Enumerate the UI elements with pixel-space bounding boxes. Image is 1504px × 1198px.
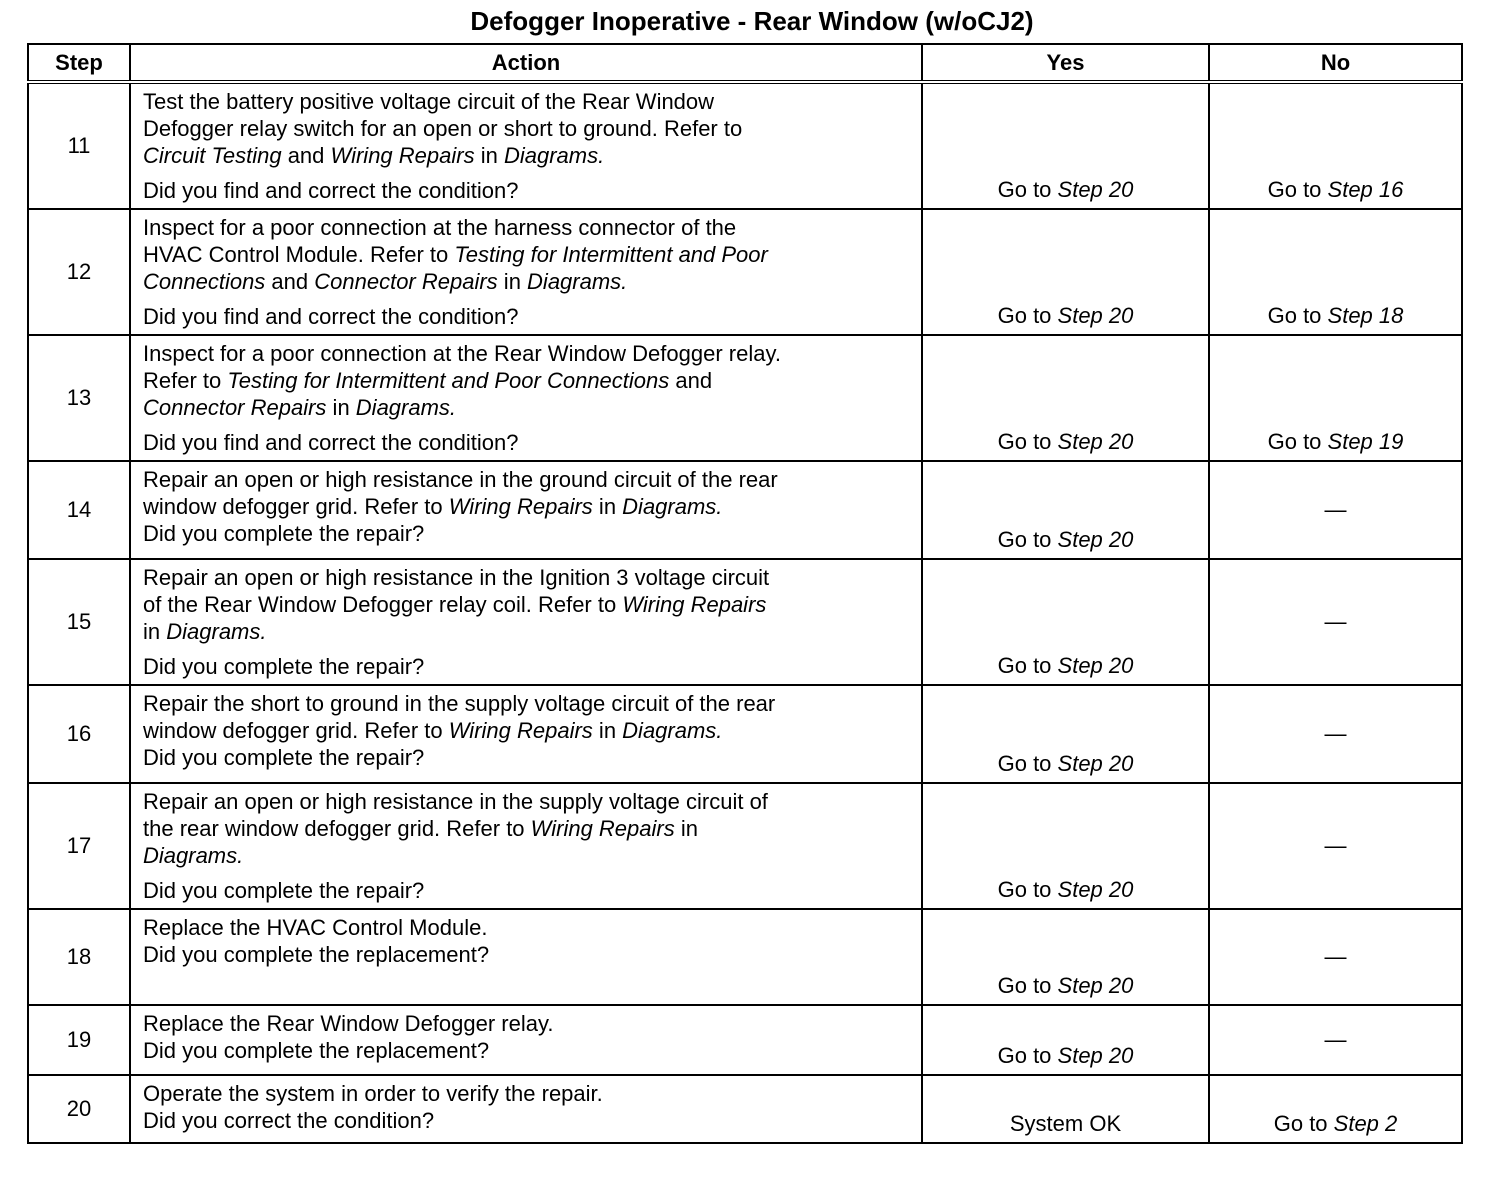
no-text: Go to bbox=[1267, 303, 1328, 328]
action-question: Did you complete the repair? bbox=[143, 878, 425, 903]
step-number: 12 bbox=[28, 209, 130, 335]
yes-text: Go to bbox=[997, 653, 1058, 678]
no-result bbox=[1209, 335, 1462, 461]
action-line bbox=[143, 340, 909, 367]
action-text: Circuit Testing bbox=[143, 143, 282, 168]
action-line bbox=[143, 914, 909, 941]
no-result bbox=[1209, 909, 1462, 1005]
yes-text: Step 20 bbox=[1057, 527, 1134, 552]
action-text: Replace the HVAC Control Module. bbox=[143, 915, 488, 940]
action-text: Connector Repairs bbox=[314, 269, 498, 294]
yes-text: Go to bbox=[997, 1043, 1058, 1068]
no-result bbox=[1209, 1005, 1462, 1075]
yes-result bbox=[922, 335, 1209, 461]
action-text: Wiring Repairs bbox=[448, 494, 593, 519]
no-result bbox=[1209, 82, 1462, 209]
yes-result bbox=[922, 461, 1209, 559]
yes-result bbox=[922, 559, 1209, 685]
no-text: — bbox=[1324, 721, 1347, 746]
table-row bbox=[28, 335, 1462, 461]
action-text: Wiring Repairs bbox=[530, 816, 675, 841]
action-cell bbox=[130, 209, 922, 335]
header-step: Step bbox=[28, 44, 130, 82]
spacer bbox=[143, 169, 909, 177]
action-text: Diagrams. bbox=[503, 143, 605, 168]
action-cell bbox=[130, 909, 922, 1005]
yes-text: Step 20 bbox=[1057, 303, 1134, 328]
action-line bbox=[143, 466, 909, 493]
action-line bbox=[143, 1010, 909, 1037]
step-number: 11 bbox=[28, 82, 130, 209]
no-text: Step 16 bbox=[1327, 177, 1404, 202]
action-text: Repair the short to ground in the supply voltage circuit of the rear bbox=[143, 691, 776, 716]
action-line bbox=[143, 842, 909, 869]
spacer bbox=[143, 295, 909, 303]
action-text: Diagrams. bbox=[166, 619, 267, 644]
table-row bbox=[28, 559, 1462, 685]
action-text: Inspect for a poor connection at the harness connector of the bbox=[143, 215, 737, 240]
action-cell bbox=[130, 685, 922, 783]
spacer bbox=[143, 421, 909, 429]
action-text: the rear window defogger grid. Refer to bbox=[143, 816, 531, 841]
yes-text: System OK bbox=[1009, 1111, 1122, 1136]
yes-result bbox=[922, 209, 1209, 335]
action-text: and bbox=[265, 269, 315, 294]
table-row bbox=[28, 1075, 1462, 1143]
yes-result bbox=[922, 1075, 1209, 1143]
yes-text: Step 20 bbox=[1057, 751, 1134, 776]
action-cell bbox=[130, 1075, 922, 1143]
yes-text: Go to bbox=[997, 973, 1058, 998]
action-line bbox=[143, 618, 909, 645]
no-text: — bbox=[1324, 609, 1347, 634]
yes-text: Go to bbox=[997, 177, 1058, 202]
yes-result bbox=[922, 685, 1209, 783]
header-action: Action bbox=[130, 44, 922, 82]
action-text: Testing for Intermittent and Poor bbox=[454, 242, 768, 267]
action-line bbox=[143, 564, 909, 591]
action-text: window defogger grid. Refer to bbox=[143, 494, 449, 519]
action-line bbox=[143, 142, 909, 169]
action-line bbox=[143, 1080, 909, 1107]
action-text: Refer to bbox=[143, 368, 228, 393]
action-question: Did you complete the repair? bbox=[143, 654, 425, 679]
yes-result bbox=[922, 783, 1209, 909]
no-text: Go to bbox=[1273, 1111, 1334, 1136]
table-row bbox=[28, 909, 1462, 1005]
action-text: Diagrams. bbox=[622, 494, 723, 519]
action-text: in bbox=[143, 619, 167, 644]
action-cell bbox=[130, 783, 922, 909]
action-question: Did you complete the replacement? bbox=[143, 1038, 490, 1063]
yes-text: Step 20 bbox=[1057, 877, 1134, 902]
action-text: Test the battery positive voltage circuit of the Rear Window bbox=[143, 89, 715, 114]
action-question: Did you complete the replacement? bbox=[143, 942, 490, 967]
table-row bbox=[28, 82, 1462, 209]
action-line bbox=[143, 241, 909, 268]
action-text: window defogger grid. Refer to bbox=[143, 718, 449, 743]
step-number: 15 bbox=[28, 559, 130, 685]
action-text: Wiring Repairs bbox=[622, 592, 767, 617]
action-line bbox=[143, 115, 909, 142]
table-row bbox=[28, 209, 1462, 335]
table-header-row bbox=[28, 44, 1462, 82]
no-result bbox=[1209, 783, 1462, 909]
no-result bbox=[1209, 209, 1462, 335]
action-text: Inspect for a poor connection at the Rear Window Defogger relay. bbox=[143, 341, 781, 366]
yes-text: Go to bbox=[997, 751, 1058, 776]
action-text: Replace the Rear Window Defogger relay. bbox=[143, 1011, 554, 1036]
action-text: Operate the system in order to verify the repair. bbox=[143, 1081, 603, 1106]
action-text: Wiring Repairs bbox=[448, 718, 593, 743]
action-text: and bbox=[281, 143, 331, 168]
action-text: Wiring Repairs bbox=[330, 143, 475, 168]
action-text: in bbox=[474, 143, 504, 168]
yes-text: Go to bbox=[997, 303, 1058, 328]
action-line bbox=[143, 394, 909, 421]
spacer bbox=[143, 869, 909, 877]
table-row bbox=[28, 1005, 1462, 1075]
action-text: Repair an open or high resistance in the Ignition 3 voltage circuit bbox=[143, 565, 770, 590]
action-text: in bbox=[592, 494, 623, 519]
action-line bbox=[143, 268, 909, 295]
action-text: in bbox=[674, 816, 698, 841]
action-line bbox=[143, 717, 909, 744]
action-line bbox=[143, 815, 909, 842]
no-text: Step 2 bbox=[1333, 1111, 1398, 1136]
action-question: Did you find and correct the condition? bbox=[143, 304, 519, 329]
action-line bbox=[143, 591, 909, 618]
action-text: in bbox=[497, 269, 528, 294]
action-text: Connections bbox=[143, 269, 266, 294]
yes-result bbox=[922, 909, 1209, 1005]
action-text: of the Rear Window Defogger relay coil. Refer to bbox=[143, 592, 623, 617]
action-line bbox=[143, 690, 909, 717]
action-text: Defogger relay switch for an open or short to ground. Refer to bbox=[143, 116, 743, 141]
yes-text: Go to bbox=[997, 527, 1058, 552]
yes-text: Step 20 bbox=[1057, 429, 1134, 454]
action-question: Did you find and correct the condition? bbox=[143, 430, 519, 455]
action-text: Diagrams. bbox=[527, 269, 628, 294]
action-text: HVAC Control Module. Refer to bbox=[143, 242, 455, 267]
action-cell bbox=[130, 461, 922, 559]
yes-text: Step 20 bbox=[1057, 1043, 1134, 1068]
action-cell bbox=[130, 82, 922, 209]
yes-text: Step 20 bbox=[1057, 177, 1134, 202]
action-text: Diagrams. bbox=[143, 843, 244, 868]
yes-result bbox=[922, 82, 1209, 209]
action-question: Did you complete the repair? bbox=[143, 521, 425, 546]
spacer bbox=[143, 645, 909, 653]
step-number: 19 bbox=[28, 1005, 130, 1075]
action-line bbox=[143, 214, 909, 241]
action-cell bbox=[130, 1005, 922, 1075]
action-text: in bbox=[592, 718, 623, 743]
no-result bbox=[1209, 1075, 1462, 1143]
step-number: 16 bbox=[28, 685, 130, 783]
yes-text: Step 20 bbox=[1057, 973, 1134, 998]
action-text: Diagrams. bbox=[622, 718, 723, 743]
action-text: in bbox=[326, 395, 356, 420]
no-text: Go to bbox=[1267, 429, 1328, 454]
yes-text: Step 20 bbox=[1057, 653, 1134, 678]
step-number: 17 bbox=[28, 783, 130, 909]
no-text: — bbox=[1324, 497, 1347, 522]
no-text: — bbox=[1324, 1027, 1347, 1052]
action-question: Did you complete the repair? bbox=[143, 745, 425, 770]
step-number: 18 bbox=[28, 909, 130, 1005]
step-number: 14 bbox=[28, 461, 130, 559]
document-title: Defogger Inoperative - Rear Window (w/oCJ2) bbox=[470, 6, 1034, 36]
action-text: Repair an open or high resistance in the supply voltage circuit of bbox=[143, 789, 768, 814]
action-question: Did you correct the condition? bbox=[143, 1108, 435, 1133]
action-text: Connector Repairs bbox=[143, 395, 327, 420]
action-line bbox=[143, 367, 909, 394]
table-row bbox=[28, 461, 1462, 559]
step-number: 20 bbox=[28, 1075, 130, 1143]
action-line bbox=[143, 493, 909, 520]
no-text: Step 18 bbox=[1327, 303, 1404, 328]
no-text: — bbox=[1324, 944, 1347, 969]
yes-text: Go to bbox=[997, 429, 1058, 454]
action-text: Diagrams. bbox=[355, 395, 457, 420]
diagnostic-table bbox=[27, 43, 1463, 1144]
step-number: 13 bbox=[28, 335, 130, 461]
header-yes: Yes bbox=[922, 44, 1209, 82]
no-result bbox=[1209, 461, 1462, 559]
table-row bbox=[28, 783, 1462, 909]
action-question: Did you find and correct the condition? bbox=[143, 178, 519, 203]
action-text: and bbox=[669, 368, 713, 393]
action-cell bbox=[130, 335, 922, 461]
yes-result bbox=[922, 1005, 1209, 1075]
header-no: No bbox=[1209, 44, 1462, 82]
no-result bbox=[1209, 559, 1462, 685]
no-result bbox=[1209, 685, 1462, 783]
action-line bbox=[143, 88, 909, 115]
no-text: — bbox=[1324, 833, 1347, 858]
table-row bbox=[28, 685, 1462, 783]
yes-text: Go to bbox=[997, 877, 1058, 902]
action-line bbox=[143, 788, 909, 815]
action-text: Repair an open or high resistance in the ground circuit of the rear bbox=[143, 467, 778, 492]
action-text: Testing for Intermittent and Poor Connections bbox=[227, 368, 670, 393]
action-cell bbox=[130, 559, 922, 685]
no-text: Step 19 bbox=[1327, 429, 1404, 454]
no-text: Go to bbox=[1267, 177, 1328, 202]
